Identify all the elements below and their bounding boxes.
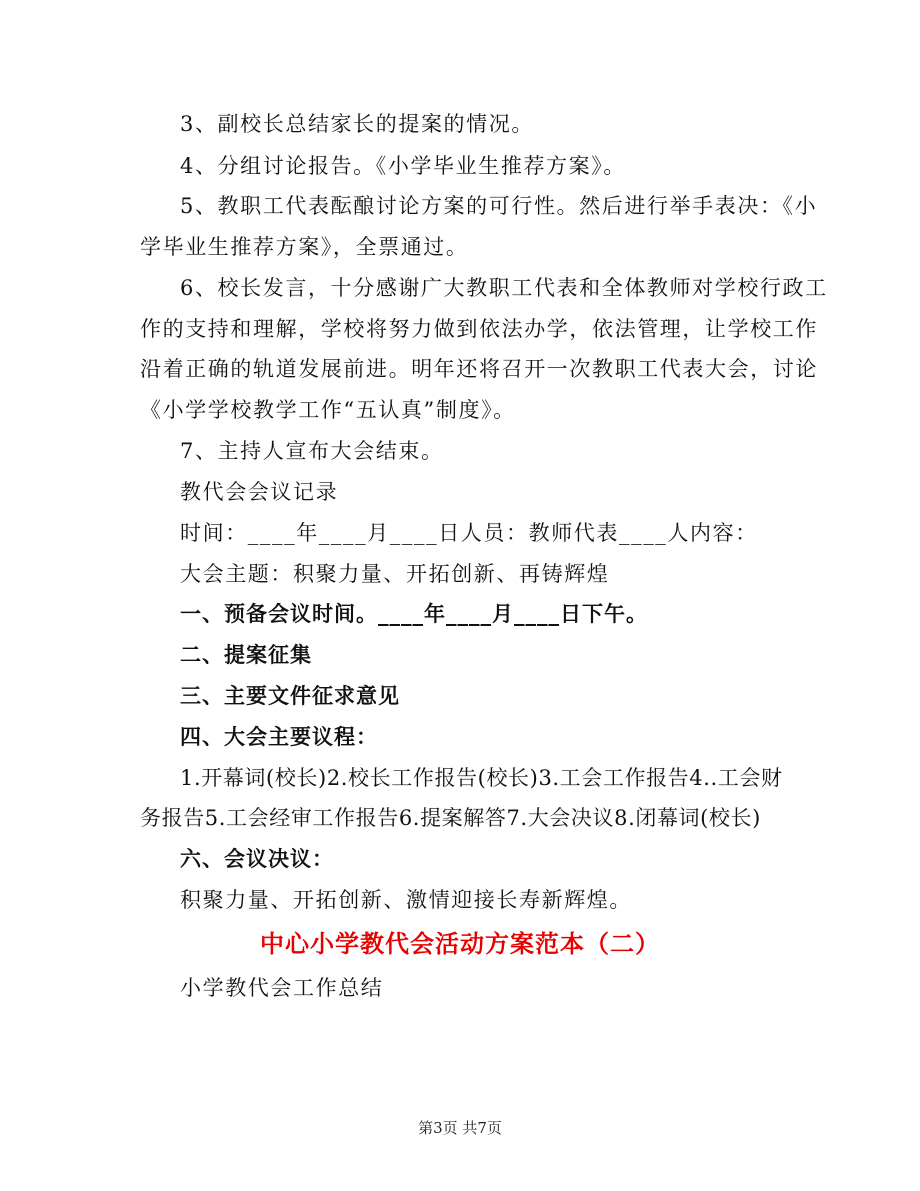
item-5-line-1: 5、教职工代表酝酿讨论方案的可行性。然后进行举手表决：《小 (180, 194, 818, 218)
section-heading-4: 四、大会主要议程： (180, 725, 378, 749)
theme-line: 大会主题：积聚力量、开拓创新、再铸辉煌 (180, 562, 610, 586)
item-6-line-4: 《小学学校教学工作“五认真”制度》。 (140, 398, 516, 422)
item-3: 3、副校长总结家长的提案的情况。 (180, 112, 534, 136)
summary-heading: 小学教代会工作总结 (180, 976, 384, 1000)
item-6-line-3: 沿着正确的轨道发展前进。明年还将召开一次教职工代表大会，讨论 (140, 357, 818, 381)
resolution-line: 积聚力量、开拓创新、激情迎接长寿新辉煌。 (180, 888, 632, 912)
section-title: 中心小学教代会活动方案范本（二） (260, 930, 660, 958)
record-heading: 教代会会议记录 (180, 480, 339, 504)
page-footer: 第3页 共7页 (418, 1119, 502, 1137)
item-6-line-2: 作的支持和理解，学校将努力做到依法办学，依法管理，让学校工作 (140, 317, 818, 341)
time-line: 时间：____年____月____日人员：教师代表____人内容： (180, 521, 758, 545)
agenda-line-1: 1.开幕词(校长)2.校长工作报告(校长)3.工会工作报告4..工会财 (180, 766, 783, 790)
item-5-line-2: 学毕业生推荐方案》，全票通过。 (140, 235, 469, 259)
section-heading-1: 一、预备会议时间。____年____月____日下午。 (180, 602, 648, 626)
section-heading-6: 六、会议决议： (180, 847, 334, 871)
section-heading-3: 三、主要文件征求意见 (180, 684, 400, 708)
item-6-line-1: 6、校长发言，十分感谢广大教职工代表和全体教师对学校行政工 (180, 276, 828, 300)
item-7: 7、主持人宣布大会结束。 (180, 439, 444, 463)
section-heading-2: 二、提案征集 (180, 643, 312, 667)
agenda-line-2: 务报告5.工会经审工作报告6.提案解答7.大会决议8.闭幕词(校长) (140, 806, 761, 830)
item-4: 4、分组讨论报告。《小学毕业生推荐方案》。 (180, 154, 626, 178)
